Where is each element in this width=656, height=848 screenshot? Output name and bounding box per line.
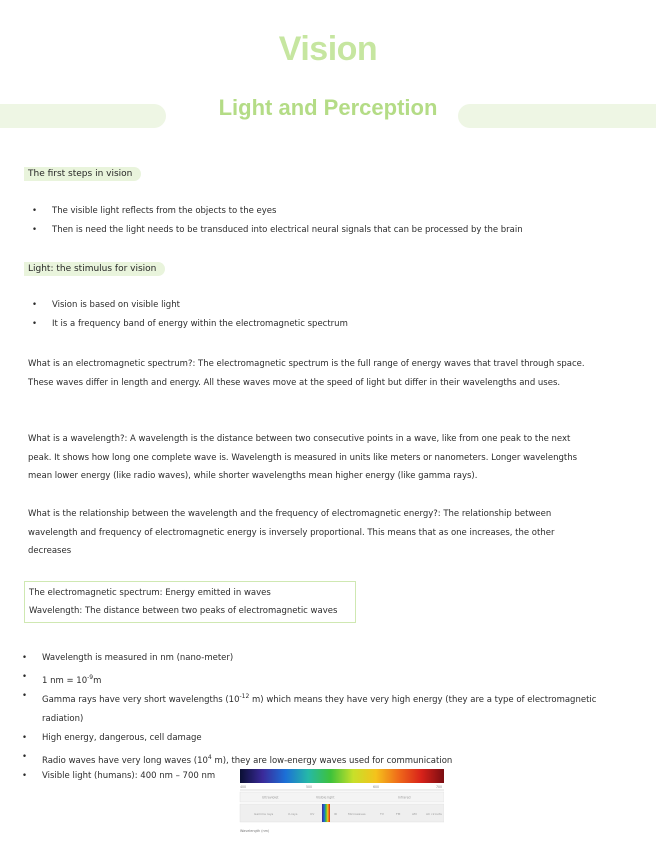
paragraph-em-spectrum: What is an electromagnetic spectrum?: The electromagnetic spectrum is the full range of energy waves that travel through space. These waves differ in length and energy. All these waves move at the speed of light but differ in their wavelengths and uses. — [28, 359, 585, 388]
type-label: UV — [310, 812, 315, 816]
page-subtitle: Light and Perception — [218, 95, 438, 120]
type-label: AM — [412, 812, 417, 816]
list-item-text: Radio waves have very long waves (10 — [42, 755, 208, 766]
scale-labels — [240, 785, 442, 789]
first-steps-list — [32, 202, 523, 240]
list-item-text: m), they are low-energy waves used for communication — [211, 755, 453, 766]
list-item: • High energy, dangerous, cell damage — [22, 729, 622, 748]
list-item — [22, 668, 622, 687]
exponent: 4 — [207, 753, 212, 761]
scale-label: 700 — [436, 785, 443, 789]
list-item: • Visible light (humans): 400 nm – 700 nm — [22, 767, 622, 786]
list-item: • Vision is based on visible light — [32, 296, 348, 315]
page-title: Vision — [278, 30, 378, 68]
list-item: • Then is need the light needs to be transduced into electrical neural signals that can be processed by the brain — [32, 221, 523, 240]
light-stimulus-list — [32, 296, 348, 334]
definition-line: The electromagnetic spectrum: Energy emitted in waves — [29, 588, 271, 598]
definition-line: Wavelength: The distance between two peaks of electromagnetic waves — [29, 606, 338, 616]
type-label: AC circuits — [426, 812, 442, 816]
definition-box — [24, 581, 356, 623]
scale-label: 400 — [240, 785, 247, 789]
type-label: IR — [334, 812, 337, 816]
list-item-unit: m — [93, 675, 102, 686]
scale-label: 500 — [306, 785, 313, 789]
paragraph-wavelength: What is a wavelength?: A wavelength is the distance between two consecutive points in a wave, like from one peak to the next peak. It shows how long one complete wave is. Wavelength is measured in units like meters or nanometers. Longer wavelengths mean lower energy (like radio waves), while shorter wavelengths mean higher energy (like gamma rays). — [28, 434, 578, 481]
type-label: FM — [396, 812, 401, 816]
list-item-text: Gamma rays have very short wavelengths (10 — [42, 694, 240, 705]
list-item-text: 1 nm = 10 — [42, 675, 88, 686]
list-item: • The visible light reflects from the objects to the eyes — [32, 202, 523, 221]
scale-label: 600 — [373, 785, 380, 789]
type-label: TV — [380, 812, 384, 816]
section-heading-light-stimulus: Light: the stimulus for vision — [24, 262, 165, 276]
electromagnetic-spectrum-image — [238, 768, 444, 836]
list-item-text: m) which means they have very high energy (they are a type of electromagnetic radiation) — [42, 694, 597, 724]
type-label: Gamma rays — [254, 812, 274, 816]
list-item — [22, 748, 622, 767]
exponent: -9 — [87, 674, 94, 681]
spectrum-color-bar — [240, 769, 444, 783]
paragraph-wavelength-frequency: What is the relationship between the wavelength and the frequency of electromagnetic energy?: The relationship between wavelength and frequency of electromagnetic energy is inversely proportional. This means that as one increases, the other decreases — [28, 509, 555, 556]
exponent: -12 — [239, 693, 250, 700]
visible-band-swatch — [322, 804, 330, 822]
list-item: • It is a frequency band of energy within the electromagnetic spectrum — [32, 315, 348, 334]
type-label: X-rays — [288, 812, 298, 816]
wavelength-facts-list — [22, 649, 622, 786]
band-label: Ultraviolet — [262, 795, 279, 800]
list-item: • Wavelength is measured in nm (nano-meter) — [22, 649, 622, 668]
band-label: Visible light — [316, 795, 335, 800]
type-label: Microwaves — [348, 812, 366, 816]
band-label: Infrared — [398, 795, 411, 800]
section-heading-first-steps: The first steps in vision — [24, 167, 141, 181]
axis-label: Wavelength (nm) — [240, 829, 270, 833]
list-item — [22, 687, 622, 729]
